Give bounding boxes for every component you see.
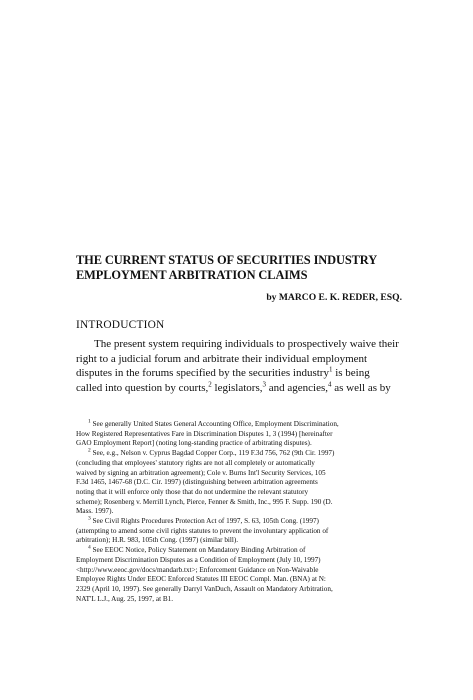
footnote-text: See EEOC Notice, Policy Statement on Mandatory Binding Arbitration of [92,546,306,555]
footnote-line: waived by signing an arbitration agreement); Cole v. Burns Int'l Security Services, 105 [76,468,326,477]
footnote-line: GAO Employment Report] (noting long-standing practice of arbitrating disputes). [76,439,312,448]
title-line: EMPLOYMENT ARBITRATION CLAIMS [76,268,308,282]
footnote-text: See, e.g., Nelson v. Cyprus Bagdad Copper Corp., 119 F.3d 756, 762 (9th Cir. 1997) [92,449,335,458]
footnote-text: See generally United States General Accounting Office, Employment Discrimination, [92,420,339,428]
author-byline: by MARCO E. K. REDER, ESQ. [266,292,402,303]
footnote-ref: 3 [262,380,266,389]
footnote-ref: 1 [328,365,333,374]
footnotes [76,420,402,604]
footnote-line: Mass. 1997). [76,507,114,516]
body-line-text: and agencies, [266,381,328,394]
footnote-2 [76,449,402,517]
body-line-text: as well as by [331,381,391,394]
footnote-line: Employee Rights Under EEOC Enforced Statutes III EEOC Compl. Man. (BNA) at N: [76,575,326,584]
body-paragraph [76,337,402,395]
article-title [76,253,406,283]
footnote-1 [76,420,402,449]
body-line: The present system requiring individuals to prospectively waive their [94,338,399,350]
body-line-text: disputes in the forums specified by the securities industry [76,367,329,380]
footnote-line [76,546,402,556]
footnote-line: <http://www.eeoc.gov/docs/mandarb.txt>; Enforcement Guidance on Non-Waivable [76,565,319,574]
footnote-line [76,517,402,527]
footnote-line: NAT'L L.J., Aug. 25, 1997, at B1. [76,594,174,603]
footnote-line: F.3d 1465, 1467-68 (D.C. Cir. 1997) (distinguishing between arbitration agreements [76,478,318,487]
footnote-mark: 4 [88,544,91,551]
footnote-3 [76,517,402,546]
title-line: THE CURRENT STATUS OF SECURITIES INDUSTRY [76,253,378,267]
footnote-4 [76,546,402,604]
footnote-line: How Registered Representatives Fare in Discrimination Disputes 1, 3 (1994) [hereinafter [76,429,333,438]
footnote-line: 2329 (April 10, 1997). See generally Darryl VanDuch, Assault on Mandatory Arbitration, [76,584,333,593]
footnote-ref: 2 [208,380,212,389]
body-line [76,366,402,381]
body-line: right to a judicial forum and arbitrate their individual employment [76,352,368,365]
footnote-line: arbitration); H.R. 983, 105th Cong. (1997) (similar bill). [76,536,239,545]
body-line-text: is being [332,367,370,380]
footnote-text: See Civil Rights Procedures Protection Act of 1997, S. 63, 105th Cong. (1997) [92,517,319,526]
footnote-mark: 2 [88,447,91,454]
footnote-line: (concluding that employees' statutory rights are not all completely or automatically [76,458,315,467]
body-line-text: legislators, [211,381,263,394]
section-heading: INTRODUCTION [76,319,165,331]
body-line-text: called into question by courts, [76,381,209,394]
footnote-line: scheme); Rosenberg v. Merrill Lynch, Pierce, Fenner & Smith, Inc., 995 F. Supp. 190 (D. [76,497,333,506]
footnote-line [76,420,402,430]
footnote-line: (attempting to amend some civil rights statutes to prevent the involuntary application of [76,526,329,535]
footnote-line [76,449,402,459]
footnote-mark: 1 [88,418,91,425]
footnote-line: noting that it will enforce only those that do not undermine the relevant statutory [76,487,309,496]
footnote-line: Employment Discrimination Disputes as a Condition of Employment (July 10, 1997) [76,555,321,564]
footnote-mark: 3 [88,515,91,522]
body-line [76,381,402,396]
footnote-ref: 4 [328,380,332,389]
